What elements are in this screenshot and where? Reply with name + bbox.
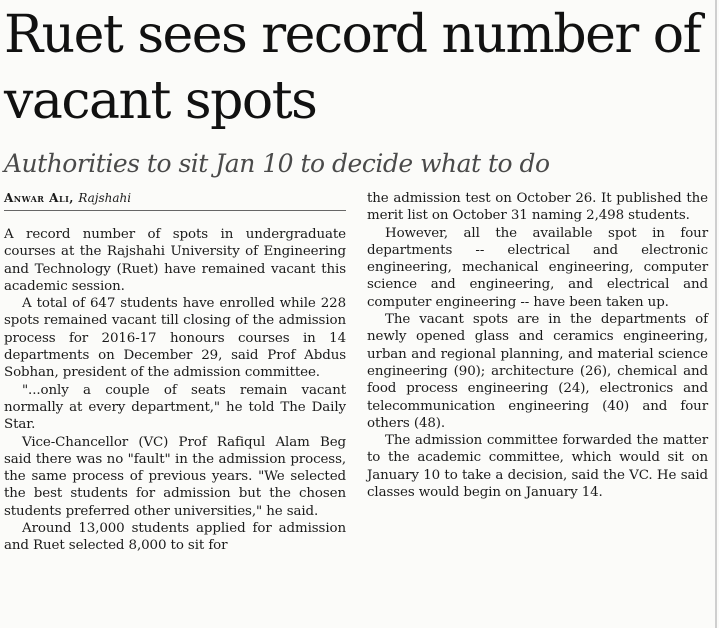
byline-divider bbox=[4, 210, 346, 211]
paragraph: The vacant spots are in the departments of newly opened glass and ceramics engineering, urban and regional planning, and material science engineering (90); architecture (26), chemical and food process engineering (24), electronics and telecommunication engineering (40) and four others (48). bbox=[367, 312, 708, 431]
byline-location: Rajshahi bbox=[78, 191, 132, 205]
article-column-1 bbox=[4, 226, 346, 555]
page-edge bbox=[715, 0, 717, 628]
paragraph: A record number of spots in undergraduate courses at the Rajshahi University of Engineering and Technology (Ruet) have remained vacant this academic session. bbox=[4, 227, 346, 294]
paragraph: "...only a couple of seats remain vacant normally at every department," he told The Daily Star. bbox=[4, 382, 346, 433]
headline: Ruet sees record number of vacant spots bbox=[4, 5, 701, 131]
paragraph: Vice-Chancellor (VC) Prof Rafiqul Alam Beg said there was no "fault" in the admission process, the same process of previous years. "We selected the best students for admission but the chosen students preferred other universities," he said. bbox=[4, 434, 346, 519]
subheadline: Authorities to sit Jan 10 to decide what to do bbox=[4, 149, 550, 178]
paragraph: The admission committee forwarded the matter to the academic committee, which would sit on January 10 to take a decision, said the VC. He said classes would begin on January 14. bbox=[367, 433, 708, 501]
byline bbox=[4, 190, 344, 206]
article-column-2 bbox=[367, 190, 708, 501]
byline-author: Anwar Ali, bbox=[4, 191, 74, 205]
paragraph: Around 13,000 students applied for admission and Ruet selected 8,000 to sit for bbox=[4, 521, 346, 554]
paragraph: A total of 647 students have enrolled while 228 spots remained vacant till closing of the admission process for 2016-17 honours courses in 14 departments on December 29, said Prof Abdus Sobhan, president of the admission committee. bbox=[4, 296, 346, 381]
paragraph-continued: the admission test on October 26. It published the merit list on October 31 naming 2,498 students. bbox=[367, 191, 708, 224]
paragraph: However, all the available spot in four departments -- electrical and electronic engineering, mechanical engineering, computer science and engineering, and electrical and computer engineering -- have been taken up. bbox=[367, 225, 708, 310]
